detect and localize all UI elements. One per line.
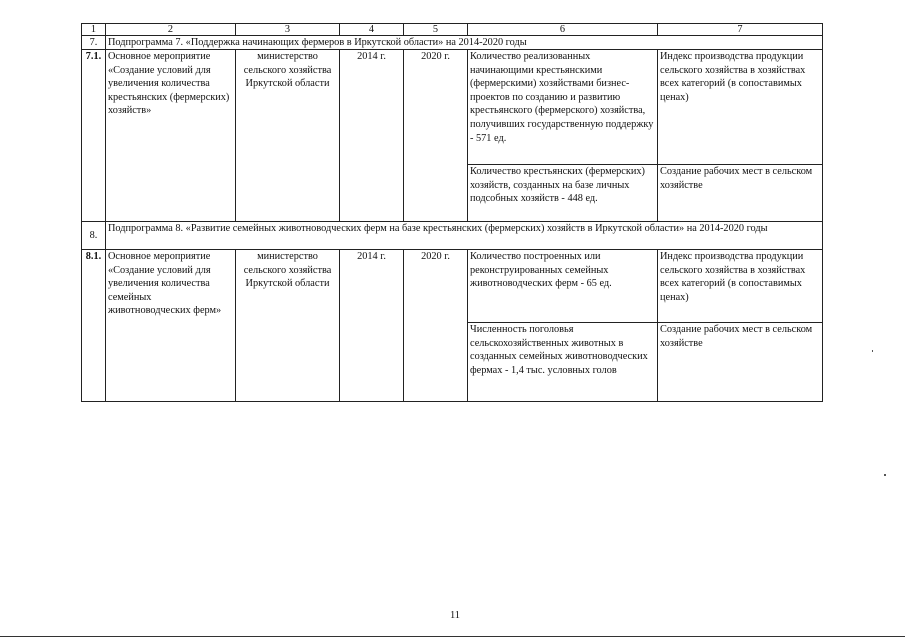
column-number-row	[82, 24, 823, 36]
row-7-1-indicator-1: Индекс производства продукции сельского хозяйства в хозяйствах всех категорий (в сопоставимых ценах)	[658, 50, 823, 165]
table-row	[82, 50, 823, 165]
column-number-4: 4	[340, 24, 404, 36]
row-8-1-start: 2014 г.	[340, 250, 404, 402]
row-8-1-result-1: Количество построенных или реконструированных семейных животноводческих ферм - 65 ед.	[468, 250, 658, 323]
column-number-2: 2	[106, 24, 236, 36]
scan-speck	[872, 350, 873, 352]
column-number-1: 1	[82, 24, 106, 36]
row-8-1-event: Основное мероприятие «Создание условий для увеличения количества семейных животноводческих ферм»	[106, 250, 236, 402]
row-8-1-indicator-2: Создание рабочих мест в сельском хозяйстве	[658, 323, 823, 402]
row-7-1-start: 2014 г.	[340, 50, 404, 222]
subprogram-7-row	[82, 36, 823, 50]
scan-speck	[884, 474, 886, 476]
row-7-1-result-1: Количество реализованных начинающими крестьянскими (фермерскими) хозяйствами бизнес-проектов по созданию и развитию крестьянского (фермерского) хозяйства, получивших государственную поддержку - 571 ед.	[468, 50, 658, 165]
row-8-1-end: 2020 г.	[404, 250, 468, 402]
subprogram-8-row	[82, 222, 823, 250]
page-number: 11	[449, 610, 461, 621]
subprogram-8-title: Подпрограмма 8. «Развитие семейных животноводческих ферм на базе крестьянских (фермерских) хозяйств в Иркутской области» на 2014-2020 годы	[106, 222, 823, 250]
column-number-7: 7	[658, 24, 823, 36]
row-8-1-indicator-1: Индекс производства продукции сельского хозяйства в хозяйствах всех категорий (в сопоставимых ценах)	[658, 250, 823, 323]
row-7-1-end: 2020 г.	[404, 50, 468, 222]
subprogram-7-number: 7.	[82, 36, 106, 50]
row-7-1-event: Основное мероприятие «Создание условий для увеличения количества крестьянских (фермерских) хозяйств»	[106, 50, 236, 222]
subprogram-8-number: 8.	[82, 222, 106, 250]
scan-edge-line	[0, 636, 905, 637]
row-8-1-number: 8.1.	[82, 250, 106, 402]
subprogram-7-title: Подпрограмма 7. «Поддержка начинающих фермеров в Иркутской области» на 2014-2020 годы	[106, 36, 823, 50]
row-8-1-result-2: Численность поголовья сельскохозяйственных животных в созданных семейных животноводческих фермах - 1,4 тыс. условных голов	[468, 323, 658, 402]
row-8-1-executor: министерство сельского хозяйства Иркутской области	[236, 250, 340, 402]
row-7-1-indicator-2: Создание рабочих мест в сельском хозяйстве	[658, 165, 823, 222]
row-7-1-executor: министерство сельского хозяйства Иркутской области	[236, 50, 340, 222]
row-7-1-number: 7.1.	[82, 50, 106, 222]
program-table	[81, 23, 823, 402]
table-row	[82, 250, 823, 323]
column-number-3: 3	[236, 24, 340, 36]
row-7-1-result-2: Количество крестьянских (фермерских) хозяйств, созданных на базе личных подсобных хозяйств - 448 ед.	[468, 165, 658, 222]
column-number-5: 5	[404, 24, 468, 36]
column-number-6: 6	[468, 24, 658, 36]
